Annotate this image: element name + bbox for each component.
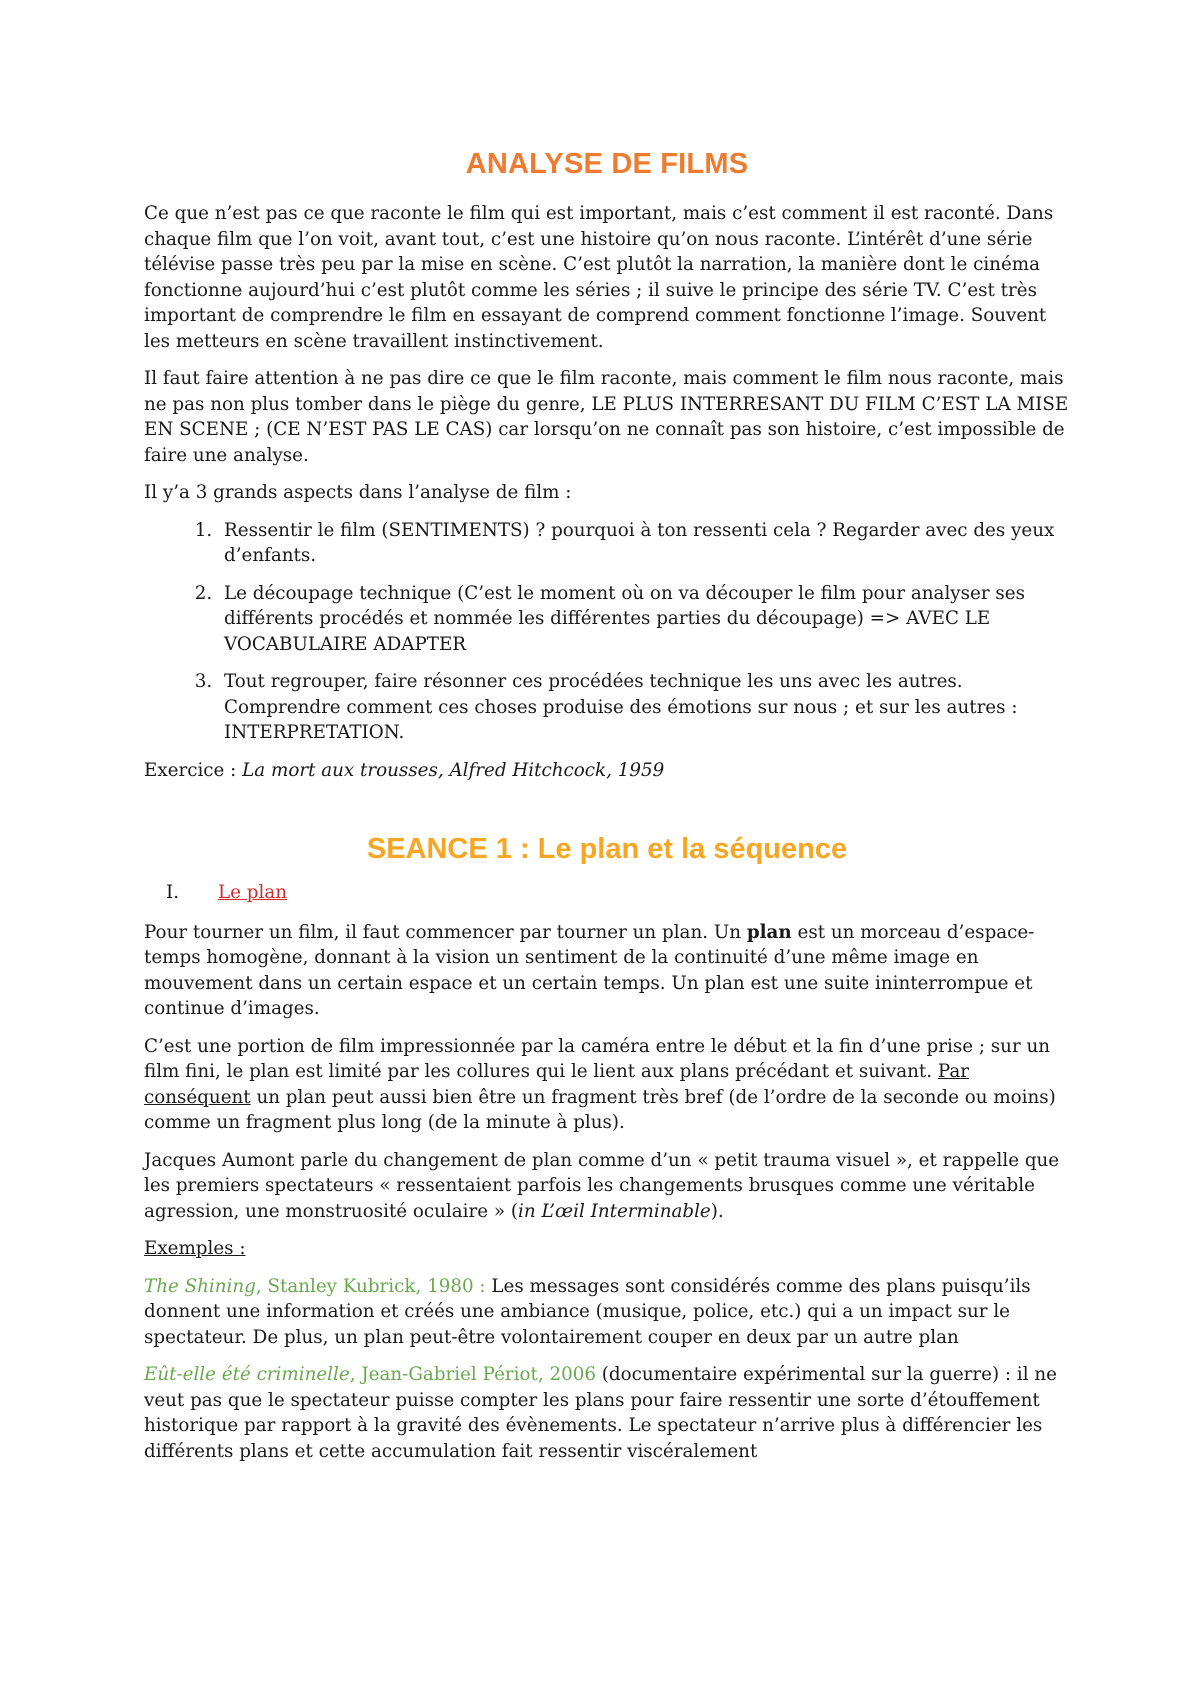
example-credit: , Jean-Gabriel Périot, 2006	[349, 1364, 596, 1385]
page-title: ANALYSE DE FILMS	[465, 148, 749, 180]
example-1	[144, 1274, 1070, 1351]
example-work-title: Eût-elle été criminelle	[144, 1364, 350, 1385]
example-work-title: The Shining	[144, 1275, 256, 1297]
text-run: Jacques Aumont parle du changement de plan comme d’un « petit trauma visuel », et rappelle que les premiers spectateurs « ressentaient parfois les changements brusques comme une véritable agression, une monstruosité oculaire » (	[144, 1149, 1060, 1222]
list-item: 3. Tout regrouper, faire résonner ces procédées technique les uns avec les autres. Comprendre comment ces choses produise des émotions sur nous ; et sur les autres : INTERPRETATION.	[218, 669, 1070, 746]
subheading-label: Le plan	[218, 882, 287, 903]
example-credit: , Stanley Kubrick, 1980 :	[255, 1275, 492, 1297]
text-run: un plan peut aussi bien être un fragment très bref (de l’ordre de la seconde ou moins) comme un fragment plus long (de la minute à plus).	[144, 1086, 1056, 1133]
examples-label: Exemples :	[144, 1238, 246, 1259]
bold-term: plan	[746, 921, 792, 943]
example-text: (documentaire expérimental sur la guerre) : il ne veut pas que le spectateur puisse compter les plans pour faire ressentir une sorte d’étouffement historique par rapport à la gravité des évènements. Le spectateur n’arrive plus à différencier les différents plans et cette accumulation fait ressentir viscéralement	[144, 1364, 1057, 1462]
example-text: Les messages sont considérés comme des plans puisqu’ils donnent une information et créés une ambiance (musique, police, etc.) qui a un impact sur le spectateur. De plus, un plan peut-être volontairement couper en deux par un autre plan	[144, 1275, 1031, 1348]
list-item: 1. Ressentir le film (SENTIMENTS) ? pourquoi à ton ressenti cela ? Regarder avec des yeux d’enfants.	[218, 518, 1070, 569]
aspects-list	[144, 518, 1070, 746]
intro-paragraph-1: Ce que n’est pas ce que raconte le film qui est important, mais c’est comment il est raconté. Dans chaque film que l’on voit, avant tout, c’est une histoire qu’on nous raconte. L’intérêt d’une série télévise passe très peu par la mise en scène. C’est plutôt la narration, la manière dont le cinéma fonctionne aujourd’hui c’est plutôt comme les séries ; il suive le principe des série TV. C’est très important de comprendre le film en essayant de comprend comment fonctionne l’image. Souvent les metteurs en scène travaillent instinctivement.	[144, 203, 1054, 352]
subheading-number: I.	[166, 882, 180, 903]
text-run: Pour tourner un film, il faut commencer par tourner un plan. Un	[144, 921, 747, 943]
intro-paragraph-2: Il faut faire attention à ne pas dire ce que le film raconte, mais comment le film nous raconte, mais ne pas non plus tomber dans le piège du genre, LE PLUS INTERRESANT DU FILM C’EST LA MISE EN SCENE ; (CE N’EST PAS LE CAS) car lorsqu’on ne connaît pas son histoire, c’est impossible de faire une analyse.	[144, 368, 1069, 466]
exercise-work: La mort aux trousses, Alfred Hitchcock, 1959	[242, 759, 665, 781]
exercise-label: Exercice :	[144, 759, 243, 781]
plan-paragraph-3	[144, 1148, 1070, 1225]
text-run: est un morceau d’espace-temps homogène, donnant à la vision un sentiment de la continuité d’une même image en mouvement dans un certain espace et un certain temps. Un plan est une suite ininterrompue et continue d’images.	[144, 921, 1035, 1019]
citation: in L’œil Interminable	[518, 1200, 711, 1222]
section-title: SEANCE 1 : Le plan et la séquence	[366, 833, 848, 865]
exercise-line	[144, 758, 1070, 784]
list-item: 2. Le découpage technique (C’est le moment où on va découper le film pour analyser ses différents procédés et nommée les différentes parties du découpage) => AVEC LE VOCABULAIRE ADAPTER	[218, 581, 1070, 658]
plan-paragraph-2	[144, 1034, 1070, 1136]
text-run: ).	[710, 1200, 724, 1222]
subheading	[144, 880, 1070, 906]
underlined-term: Par conséquent	[144, 1061, 970, 1108]
text-run: C’est une portion de film impressionnée par la caméra entre le début et la fin d’une prise ; sur un film fini, le plan est limité par les collures qui le lient aux plans précédant et suivant.	[144, 1035, 1051, 1082]
example-2	[144, 1362, 1070, 1464]
plan-paragraph-1	[144, 920, 1070, 1022]
aspects-intro: Il y’a 3 grands aspects dans l’analyse de film :	[144, 482, 572, 503]
